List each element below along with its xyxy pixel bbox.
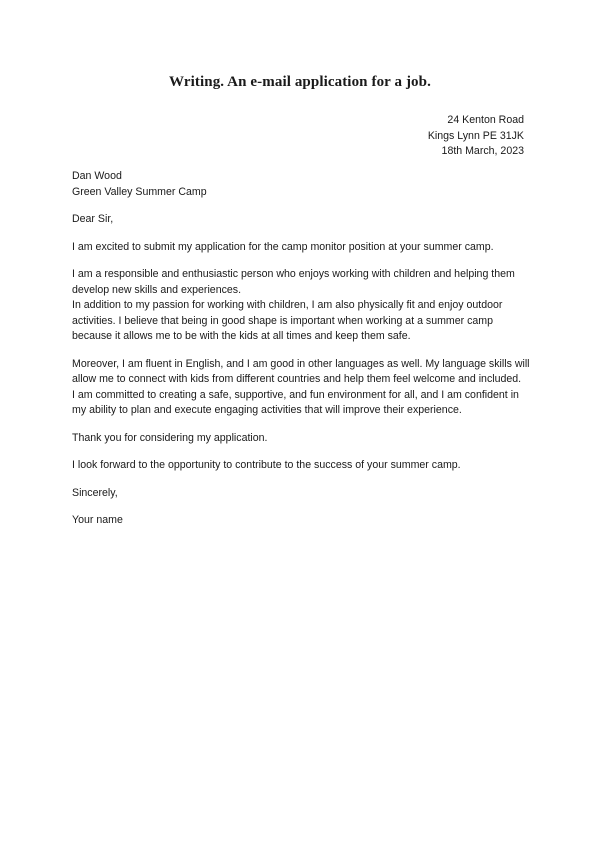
document-title: Writing. An e-mail application for a job.: [169, 74, 431, 90]
signature: Your name: [72, 514, 123, 526]
closing: Sincerely,: [72, 486, 118, 499]
letter-date: 18th March, 2023: [441, 145, 524, 157]
paragraph-languages-line2: I am committed to creating a safe, supportive, and fun environment for all, and I am confident in my ability to plan and execute engaging activities that will improve their experience.: [72, 388, 519, 416]
paragraph-qualities-line1: I am a responsible and enthusiastic person who enjoys working with children and helping them develop new skills and experiences.: [72, 268, 515, 296]
sender-address: [428, 113, 524, 160]
paragraph-languages-line1: Moreover, I am fluent in English, and I am good in other languages as well. My language skills will allow me to connect with kids from different countries and help them feel welcome and included.: [72, 357, 530, 385]
paragraph-intro: I am excited to submit my application for the camp monitor position at your summer camp.: [72, 240, 494, 253]
paragraph-thanks: Thank you for considering my application.: [72, 431, 268, 444]
address-city: Kings Lynn PE 31JK: [427, 129, 524, 142]
address-street: 24 Kenton Road: [447, 114, 524, 126]
recipient-block: [72, 169, 532, 200]
recipient-organization: Green Valley Summer Camp: [72, 185, 207, 198]
salutation: Dear Sir,: [72, 213, 114, 225]
paragraph-languages: [72, 357, 532, 419]
paragraph-closing-remark: I look forward to the opportunity to contribute to the success of your summer camp.: [72, 459, 461, 471]
letter-body: [72, 169, 532, 541]
paragraph-qualities-line2: In addition to my passion for working with children, I am also physically fit and enjoy outdoor activities. I believe that being in good shape is important when working at a summer camp because it allows me to be with the kids at all times and keep them safe.: [72, 299, 503, 342]
paragraph-qualities: [72, 267, 532, 345]
recipient-name: Dan Wood: [72, 170, 122, 182]
